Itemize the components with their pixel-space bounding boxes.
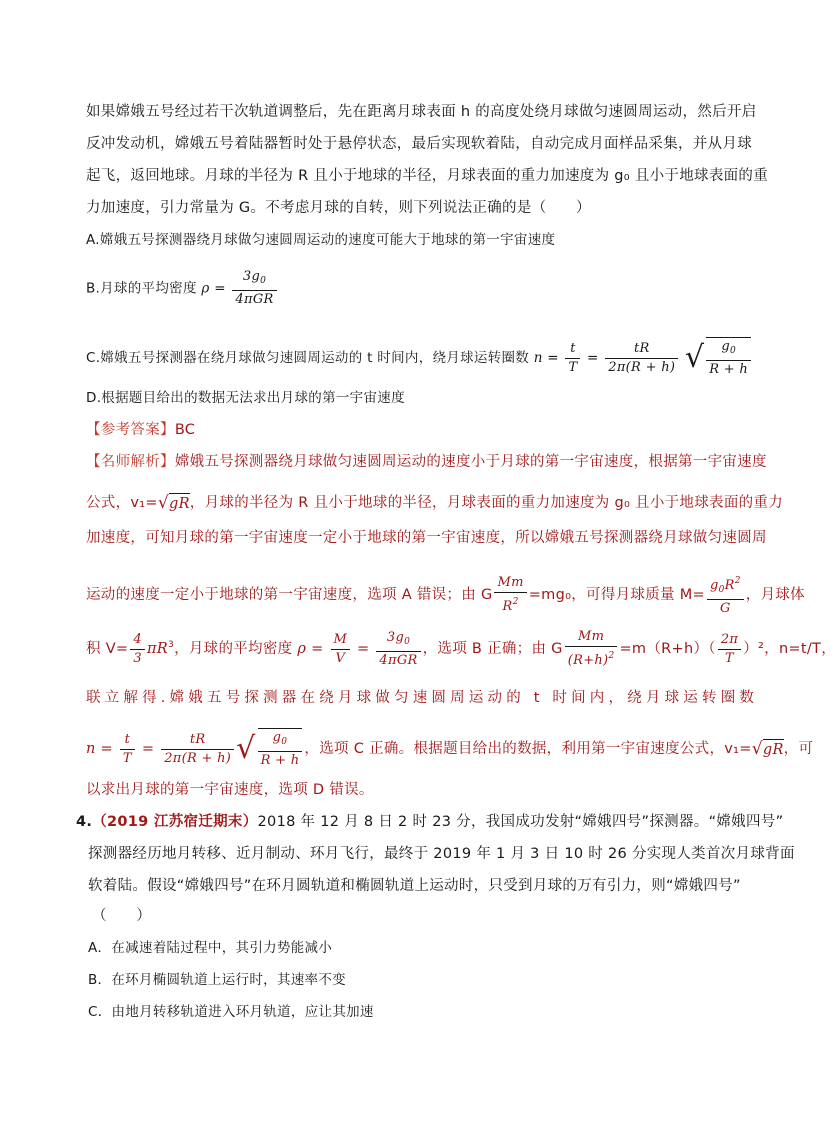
q3-stem-line-3: 起飞，返回地球。月球的半径为 R 且小于地球的半径，月球表面的重力加速度为 g₀ 且小于地球表面的重 [86,168,769,184]
q3-option-a: A.嫦娥五号探测器绕月球做匀速圆周运动的速度可能大于地球的第一宇宙速度 [86,232,556,248]
q3-analysis-line-3: 加速度，可知月球的第一宇宙速度一定小于地球的第一宇宙速度，所以嫦娥五号探测器绕月球做匀速圆周 [86,530,767,546]
gravity-fraction: $\frac{Mm}{R^2}$ [494,574,526,616]
q3-analysis-line-1: 【名师解析】嫦娥五号探测器绕月球做匀速圆周运动的速度小于月球的第一宇宙速度，根据第一宇宙速度 [86,454,767,470]
q4-stem-line-4: （ ） [92,908,152,924]
question-number: 4. [76,814,93,830]
q3-analysis-line-5: 积 V= $\frac{4}{3}$ $\pi R^3$，月球的平均密度 ρ = $\frac{M}{V}$ = $\frac{3g_0}{\text{4πGR}}$ ，选项 B 正确；由 G $\frac{Mm}{(R+h)^2}$ =m（R+h）（ $\frac{2\pi}{T}$ ）²，n=t/T， [86,629,836,668]
q4-option-c: C．由地月转移轨道进入环月轨道，应让其加速 [88,1004,374,1020]
q3-analysis-line-8: 以求出月球的第一宇宙速度，选项 D 错误。 [86,782,374,798]
question-source: （2019 江苏宿迁期末） [92,814,258,830]
q4-stem-line-2: 探测器经历地月转移、近月制动、环月飞行，最终于 2019 年 1 月 3 日 10 时 26 分实现人类首次月球背面 [88,846,795,862]
q4-stem-line-1: 4.（2019 江苏宿迁期末）2018 年 12 月 8 日 2 时 23 分，我国成功发射“嫦娥四号”探测器。“嫦娥四号” [76,814,784,830]
q3-option-c-label: C.嫦娥五号探测器在绕月球做匀速圆周运动的 t 时间内，绕月球运转圈数 [86,350,530,366]
q4-option-b: B．在环月椭圆轨道上运行时，其速率不变 [88,972,346,988]
q3-analysis-line-7: n = $\frac{t}{T}$ = $\frac{tR}{2\pi(R + h)}$ √ $\frac{g_0}{R + h}$ ，选项 C 正确。根据题目给出的数据，利用第一宇宙速度公式，v₁=√gR，可 [86,730,814,768]
moon-mass-formula: $\frac{g_0R^2}{G}$ [707,572,744,618]
q3-option-c: C.嫦娥五号探测器在绕月球做匀速圆周运动的 t 时间内，绕月球运转圈数 n = $\frac{t}{T}$ = $\frac{tR}{2\pi(R + h)}$ √ $\frac{g_0}{R + h}$ [86,337,753,379]
q3-stem-line-4: 力加速度，引力常量为 G。不考虑月球的自转，则下列说法正确的是（ ） [86,200,591,216]
q3-analysis-line-2: 公式，v₁=√gR，月球的半径为 R 且小于地球的半径，月球表面的重力加速度为 g₀ 且小于地球表面的重力 [86,488,783,518]
revolutions-formula: $\frac{tR}{2\pi(R + h)}$ [605,340,678,377]
analysis-tag: 【名师解析】 [86,454,175,470]
q4-option-a: A．在减速着陆过程中，其引力势能减小 [88,940,333,956]
q3-option-b-label: B.月球的平均密度 [86,280,197,297]
answer-value: BC [174,422,196,438]
q3-answer [86,420,195,440]
q3-option-b: B.月球的平均密度 ρ = $\frac{3g_0}{\text{4πGR}}$ [86,268,279,309]
density-formula: $\frac{3g_0}{\text{4πGR}}$ [232,268,276,309]
q3-option-d: D.根据题目给出的数据无法求出月球的第一宇宙速度 [86,390,405,406]
q3-analysis-line-4: 运动的速度一定小于地球的第一宇宙速度，选项 A 错误；由 G $\frac{Mm}{R^2}$ =mg₀，可得月球质量 M= $\frac{g_0R^2}{G}$ ，月球体 [86,572,805,618]
q3-stem-line-1: 如果嫦娥五号经过若干次轨道调整后，先在距离月球表面 h 的高度处绕月球做匀速圆周运动，然后开启 [86,104,757,120]
q4-stem-line-3: 软着陆。假设“嫦娥四号”在环月圆轨道和椭圆轨道上运动时，只受到月球的万有引力，则“嫦娥四号” [88,878,741,894]
answer-tag: 【参考答案】 [86,422,175,438]
q3-stem-line-2: 反冲发动机，嫦娥五号着陆器暂时处于悬停状态，最后实现软着陆，自动完成月面样品采集，并从月球 [86,136,752,152]
q3-analysis-line-6: 联立解得.嫦娥五号探测器在绕月球做匀速圆周运动的 t 时间内，绕月球运转圈数 [86,690,759,706]
first-cosmic-velocity-formula: √gR [157,493,190,513]
